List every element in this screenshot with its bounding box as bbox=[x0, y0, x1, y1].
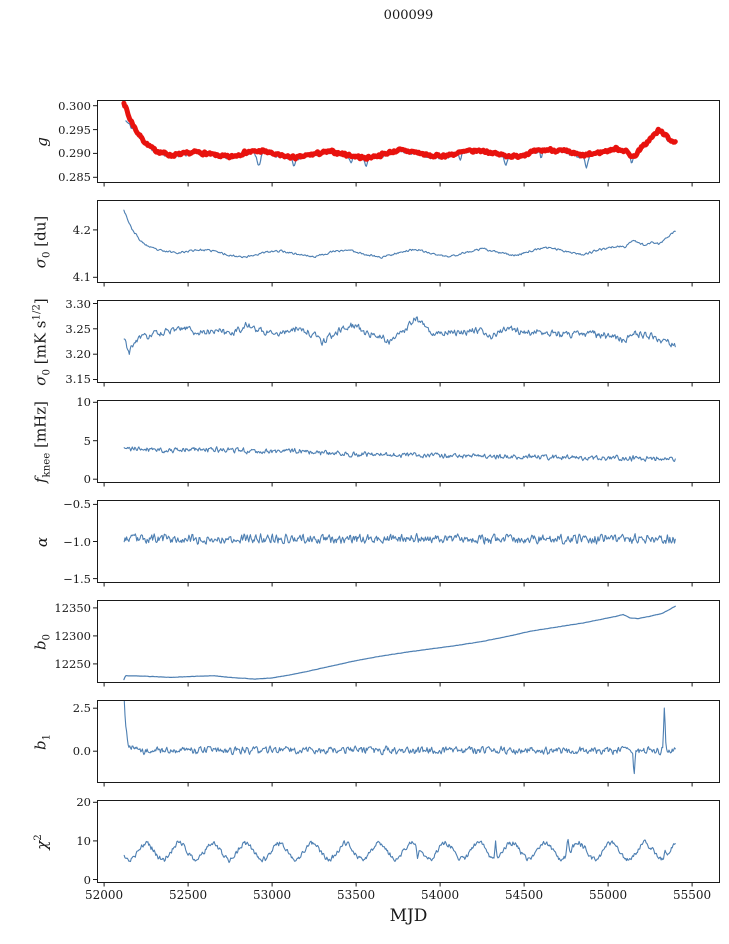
x-tick-label: 53000 bbox=[252, 888, 292, 902]
y-axis-label-part: 0 bbox=[41, 368, 53, 376]
series-sigma0-mk bbox=[124, 317, 675, 355]
panel-g bbox=[0, 100, 729, 190]
y-axis-label-part: σ bbox=[31, 375, 50, 386]
x-tick-label: 55500 bbox=[673, 888, 712, 902]
panel-plot-sigma0-du bbox=[0, 200, 729, 290]
y-tick-label: 4.2 bbox=[72, 222, 91, 237]
y-tick-label: 2.5 bbox=[72, 701, 91, 716]
axes-box bbox=[98, 401, 720, 483]
series-g-calibrated bbox=[124, 103, 675, 159]
x-axis-label: MJD bbox=[389, 906, 428, 926]
y-tick-label: 0.0 bbox=[72, 744, 91, 759]
y-axis-label-part: knee bbox=[41, 452, 53, 477]
y-axis-label-part: 1 bbox=[41, 733, 53, 740]
y-axis-label-part: 1/2 bbox=[31, 303, 43, 321]
axes-box bbox=[98, 101, 720, 183]
x-axis-tick-labels bbox=[0, 886, 729, 906]
y-tick-label: 5 bbox=[83, 433, 91, 448]
y-tick-label: 3.30 bbox=[65, 296, 91, 311]
y-axis-label-g bbox=[33, 137, 51, 147]
series-alpha bbox=[124, 534, 675, 545]
plot-title: 000099 bbox=[383, 8, 434, 23]
y-axis-label-part: b bbox=[31, 639, 50, 650]
x-tick-label: 52000 bbox=[84, 888, 124, 902]
panel-alpha bbox=[0, 497, 729, 590]
y-axis-label-part: [mHz] bbox=[31, 400, 50, 453]
y-tick-label: 0.290 bbox=[58, 146, 91, 161]
panel-plot-alpha bbox=[0, 500, 729, 590]
x-tick-label: 54500 bbox=[505, 888, 544, 902]
y-axis-label-alpha bbox=[33, 536, 51, 546]
y-tick-label: 12350 bbox=[54, 600, 91, 615]
y-axis-label-fknee bbox=[32, 400, 53, 482]
x-tick-label: 54000 bbox=[420, 888, 460, 902]
panel-plot-fknee bbox=[0, 400, 729, 490]
y-tick-label: −1.0 bbox=[63, 534, 91, 549]
y-tick-label: 3.15 bbox=[65, 372, 91, 387]
y-axis-label-sigma0-du bbox=[32, 215, 53, 267]
series-chi2 bbox=[124, 840, 675, 863]
y-tick-label: −1.5 bbox=[63, 571, 91, 586]
axes-box bbox=[98, 601, 720, 683]
y-axis-label-part: 0 bbox=[41, 251, 53, 258]
y-tick-label: 20 bbox=[76, 795, 91, 810]
y-axis-label-part: χ bbox=[33, 840, 51, 850]
y-axis-label-part: σ bbox=[31, 257, 50, 268]
y-tick-label: 4.1 bbox=[72, 270, 91, 285]
panel-plot-g bbox=[0, 100, 729, 190]
panel-chi2 bbox=[0, 795, 729, 890]
series-b1 bbox=[124, 699, 675, 774]
series-fknee bbox=[124, 447, 675, 462]
panel-sigma0-mk bbox=[0, 296, 729, 390]
y-tick-label: −0.5 bbox=[63, 497, 91, 512]
panel-plot-b0 bbox=[0, 600, 729, 690]
y-axis-label-b1 bbox=[32, 733, 53, 749]
panel-b0 bbox=[0, 600, 729, 690]
panel-fknee bbox=[0, 395, 729, 490]
y-tick-label: 10 bbox=[76, 833, 91, 848]
y-axis-label-chi2 bbox=[33, 834, 51, 850]
y-tick-label: 0.300 bbox=[58, 98, 91, 113]
y-tick-label: 0 bbox=[83, 872, 91, 887]
y-axis-label-part: g bbox=[33, 136, 51, 147]
y-axis-label-b0 bbox=[32, 633, 53, 649]
y-tick-label: 3.25 bbox=[65, 321, 91, 336]
panel-sigma0-du bbox=[0, 200, 729, 290]
y-axis-label-part: [mK s bbox=[31, 320, 50, 369]
series-sigma0-du bbox=[124, 210, 675, 258]
y-tick-label: 10 bbox=[76, 395, 91, 410]
x-tick-label: 55000 bbox=[589, 888, 628, 902]
series-b0 bbox=[124, 606, 675, 679]
x-tick-label: 53500 bbox=[336, 888, 376, 902]
y-axis-label-part: α bbox=[33, 536, 51, 547]
y-axis-label-part: b bbox=[31, 739, 50, 750]
y-tick-label: 0.295 bbox=[58, 122, 91, 137]
axes-box bbox=[98, 701, 720, 783]
y-tick-label: 12250 bbox=[54, 656, 91, 671]
axes-box bbox=[98, 201, 720, 283]
y-tick-label: 12300 bbox=[54, 628, 91, 643]
y-axis-label-sigma0-mk bbox=[32, 298, 53, 386]
y-axis-label-part: 2 bbox=[33, 833, 44, 841]
y-tick-label: 3.20 bbox=[65, 347, 91, 362]
axes-box bbox=[98, 801, 720, 883]
y-axis-label-part: ] bbox=[31, 297, 50, 304]
series-g-raw bbox=[126, 121, 675, 168]
y-axis-label-part: 0 bbox=[41, 633, 53, 640]
panel-plot-b1 bbox=[0, 700, 729, 790]
y-axis-label-part: [du] bbox=[31, 215, 50, 252]
x-tick-label: 52500 bbox=[168, 888, 208, 902]
y-tick-label: 0 bbox=[83, 472, 91, 487]
y-axis-label-part: f bbox=[31, 476, 50, 483]
panel-plot-chi2 bbox=[0, 800, 729, 890]
panel-plot-sigma0-mk bbox=[0, 297, 729, 390]
y-tick-label: 0.285 bbox=[58, 170, 91, 185]
panel-b1 bbox=[0, 700, 729, 790]
